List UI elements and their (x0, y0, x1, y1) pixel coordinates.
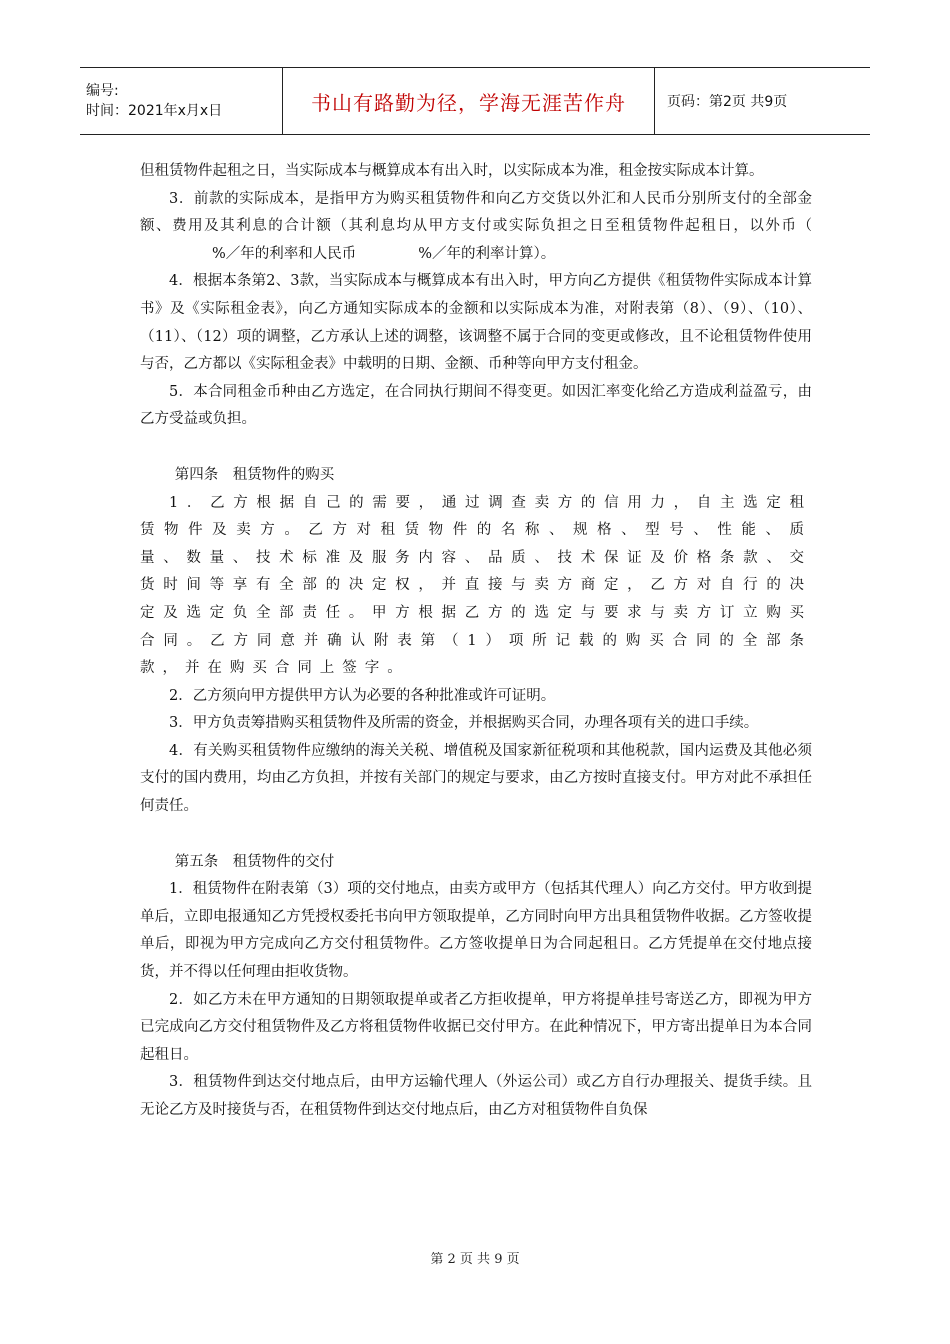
header-motto (283, 68, 655, 134)
article-heading: 第四条 租赁物件的购买 (174, 466, 335, 483)
article-heading: 第五条 租赁物件的交付 (174, 853, 335, 870)
page-footer (0, 1248, 950, 1267)
header-meta (80, 68, 283, 134)
header-page-info (655, 68, 870, 134)
paragraph-text: 3．前款的实际成本，是指甲方为购买租赁物件和向乙方交货以外汇和人民币分别所支付的全部金额、费用及其利息的合计额（其利息均从甲方支付或实际负担之日至租赁物件起租日，以外币（ (140, 190, 812, 235)
paragraph: 2．如乙方未在甲方通知的日期领取提单或者乙方拒收提单，甲方将提单挂号寄送乙方，即视为甲方已完成向乙方交付租赁物件及乙方将租赁物件收据已交付甲方。在此种情况下，甲方寄出提单日为本合同起租日。 (140, 991, 812, 1063)
page-number-label: 页码：第2页 共9页 (667, 94, 788, 110)
footer-page-number: 第 2 页 共 9 页 (430, 1252, 520, 1267)
document-body (140, 158, 812, 1125)
paragraph: 3．甲方负责筹措购买租赁物件及所需的资金，并根据购买合同，办理各项有关的进口手续。 (169, 715, 759, 732)
paragraph: 4．有关购买租赁物件应缴纳的海关关税、增值税及国家新征税项和其他税款，国内运费及其他必须支付的国内费用，均由乙方负担，并按有关部门的规定与要求，由乙方按时直接支付。甲方对此不承担任何责任。 (140, 742, 812, 815)
paragraph: 4．根据本条第2、3款，当实际成本与概算成本有出入时，甲方向乙方提供《租赁物件实际成本计算书》及《实际租金表》，向乙方通知实际成本的金额和以实际成本为准，对附表第（8）、（9）、（10）、（11）、（12）项的调整，乙方承认上述的调整，该调整不属于合同的变更或修改，且不论租赁物件使用与否，乙方都以《实际租金表》中载明的日期、金额、币种等向甲方支付租金。 (140, 273, 812, 373)
paragraph-text: %／年的利率计算）。 (418, 245, 556, 262)
motto-text: 书山有路勤为径，学海无涯苦作舟 (311, 90, 626, 115)
paragraph-actual-cost (140, 186, 812, 269)
paragraph: 但租赁物件起租之日，当实际成本与概算成本有出入时，以实际成本为准，租金按实际成本计算。 (140, 163, 764, 179)
page-header (80, 67, 870, 135)
document-number-label: 编号: (86, 83, 119, 99)
paragraph-text: %／年的利率和人民币 (212, 245, 357, 262)
paragraph: 3．租赁物件到达交付地点后，由甲方运输代理人（外运公司）或乙方自行办理报关、提货手续。且无论乙方及时接货与否，在租赁物件到达交付地点后，由乙方对租赁物件自负保 (140, 1074, 812, 1118)
paragraph: 2．乙方须向甲方提供甲方认为必要的各种批准或许可证明。 (169, 687, 556, 704)
paragraph: 1．乙方根据自己的需要，通过调查卖方的信用力，自主选定租赁物件及卖方。乙方对租赁物件的名称、规格、型号、性能、质量、数量、技术标准及服务内容、品质、技术保证及价格条款、交货时间等享有全部的决定权，并直接与卖方商定，乙方对自行的决定及选定负全部责任。甲方根据乙方的选定与要求与卖方订立购买合同。乙方同意并确认附表第（1）项所记载的购买合同的全部条款，并在购买合同上签字。 (140, 494, 812, 677)
document-date-label: 时间：2021年x月x日 (86, 103, 223, 119)
paragraph: 1．租赁物件在附表第（3）项的交付地点，由卖方或甲方（包括其代理人）向乙方交付。甲方收到提单后，立即电报通知乙方凭授权委托书向甲方领取提单，乙方同时向甲方出具租赁物件收据。乙方签收提单后，即视为甲方完成向乙方交付租赁物件。乙方签收提单日为合同起租日。乙方凭提单在交付地点接货，并不得以任何理由拒收货物。 (140, 881, 812, 981)
paragraph: 5．本合同租金币种由乙方选定，在合同执行期间不得变更。如因汇率变化给乙方造成利益盈亏，由乙方受益或负担。 (140, 383, 812, 428)
